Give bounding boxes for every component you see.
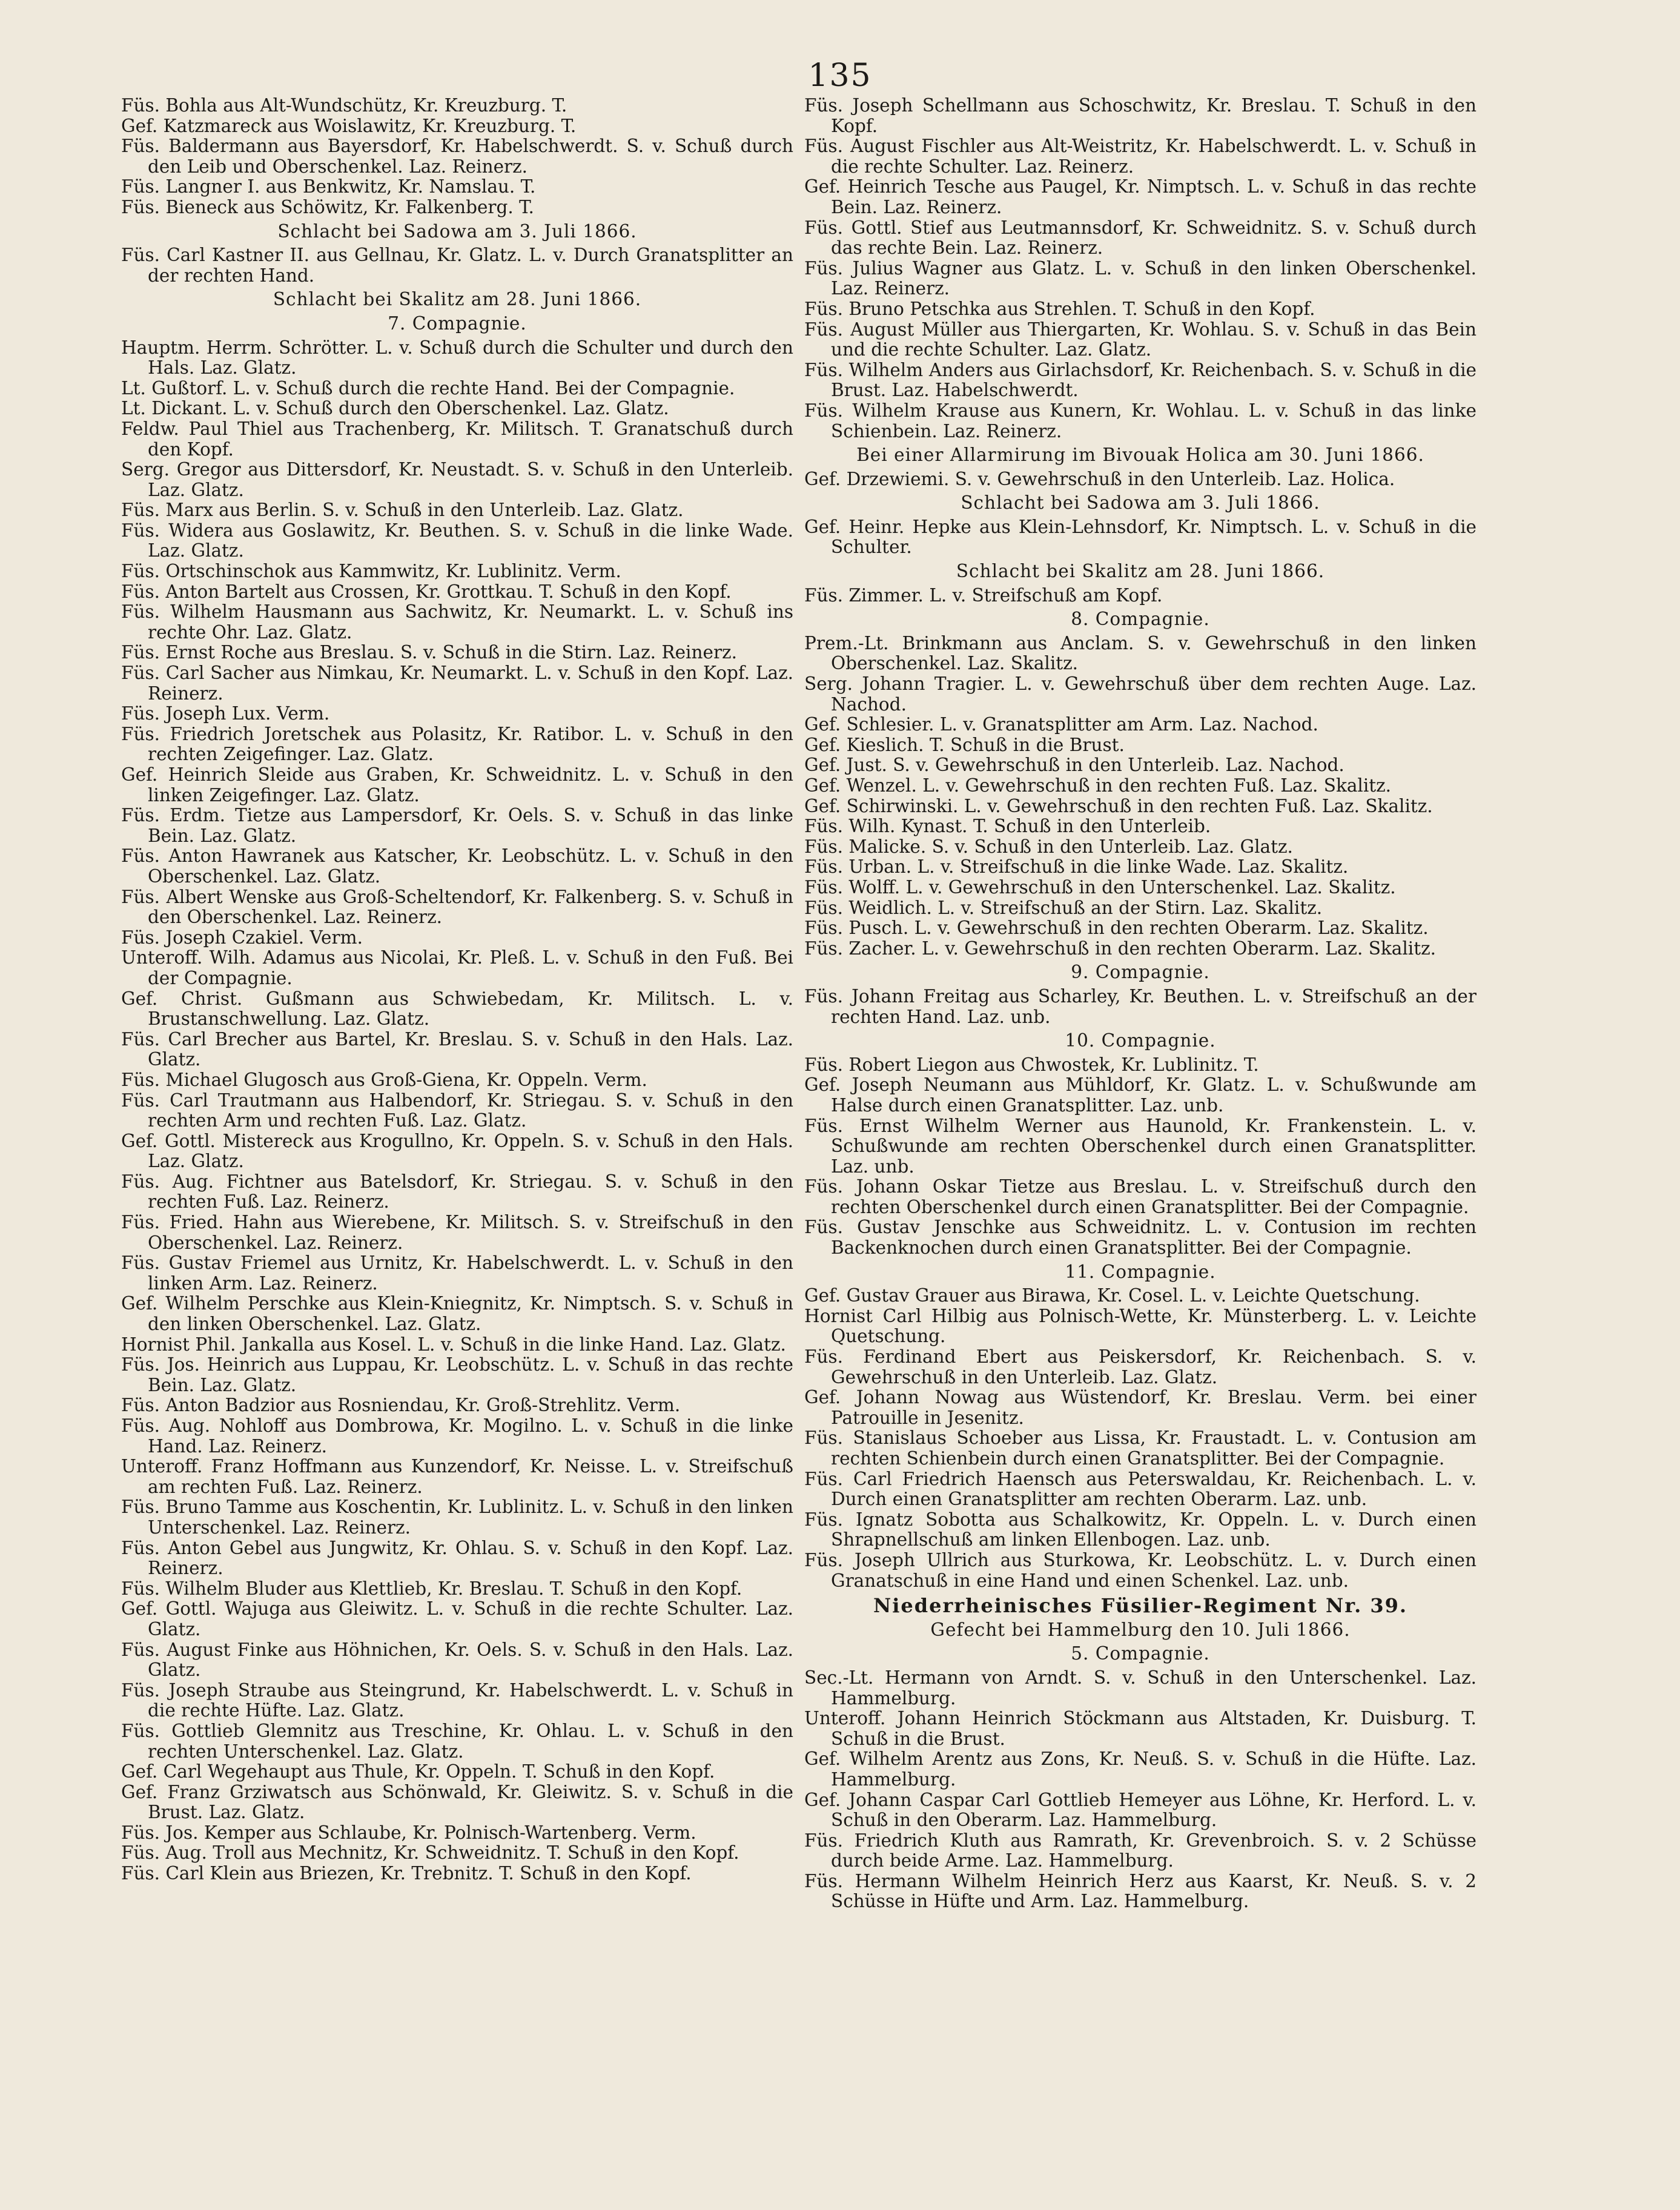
casualty-entry: Gef. Franz Grziwatsch aus Schönwald, Kr. Gleiwitz. S. v. Schuß in die Brust. Laz. Glatz. — [121, 1781, 793, 1823]
casualty-entry: Serg. Gregor aus Dittersdorf, Kr. Neustadt. S. v. Schuß in den Unterleib. Laz. Glatz. — [121, 459, 793, 500]
casualty-entry: Serg. Johann Tragier. L. v. Gewehrschuß über dem rechten Auge. Laz. Nachod. — [804, 673, 1477, 715]
casualty-entry: Lt. Gußtorf. L. v. Schuß durch die rechte Hand. Bei der Compagnie. — [121, 377, 735, 399]
casualty-entry: Gef. Gustav Grauer aus Birawa, Kr. Cosel. L. v. Leichte Quetschung. — [804, 1285, 1420, 1306]
casualty-entry: Gef. Christ. Gußmann aus Schwiebedam, Kr. Militsch. L. v. Brustanschwellung. Laz. Glatz. — [121, 988, 793, 1030]
casualty-entry: Gef. Kieslich. T. Schuß in die Brust. — [804, 734, 1125, 755]
casualty-entry: Unteroff. Wilh. Adamus aus Nicolai, Kr. Pleß. L. v. Schuß in den Fuß. Bei der Compagnie. — [121, 947, 793, 988]
casualty-entry: Gef. Wilhelm Arentz aus Zons, Kr. Neuß. S. v. Schuß in die Hüfte. Laz. Hammelburg. — [804, 1748, 1477, 1790]
casualty-entry: Füs. Jos. Kemper aus Schlaube, Kr. Polnisch-Wartenberg. Verm. — [121, 1822, 696, 1843]
casualty-entry: Füs. Urban. L. v. Streifschuß in die linke Wade. Laz. Skalitz. — [804, 856, 1349, 878]
section-heading: 8. Compagnie. — [1071, 609, 1210, 630]
casualty-entry: Füs. Langner I. aus Benkwitz, Kr. Namslau. T. — [121, 176, 536, 197]
casualty-entry: Lt. Dickant. L. v. Schuß durch den Oberschenkel. Laz. Glatz. — [121, 398, 669, 419]
casualty-entry: Füs. Aug. Fichtner aus Batelsdorf, Kr. Striegau. S. v. Schuß in den rechten Fuß. Laz. Reinerz. — [121, 1171, 793, 1213]
casualty-entry: Füs. Wilhelm Hausmann aus Sachwitz, Kr. Neumarkt. L. v. Schuß ins rechte Ohr. Laz. Glatz. — [121, 601, 793, 643]
casualty-entry: Füs. Gustav Friemel aus Urnitz, Kr. Habelschwerdt. L. v. Schuß in den linken Arm. Laz. Reinerz. — [121, 1252, 793, 1294]
casualty-entry: Füs. Joseph Czakiel. Verm. — [121, 927, 363, 948]
casualty-entry: Füs. Anton Badzior aus Rosniendau, Kr. Groß-Strehlitz. Verm. — [121, 1395, 681, 1416]
casualty-entry: Füs. Anton Gebel aus Jungwitz, Kr. Ohlau. S. v. Schuß in den Kopf. Laz. Reinerz. — [121, 1537, 793, 1579]
casualty-entry: Prem.-Lt. Brinkmann aus Anclam. S. v. Gewehrschuß in den linken Oberschenkel. Laz. Skalitz. — [804, 632, 1477, 674]
casualty-entry: Füs. Bohla aus Alt-Wundschütz, Kr. Kreuzburg. T. — [121, 95, 567, 116]
casualty-entry: Füs. Ignatz Sobotta aus Schalkowitz, Kr. Oppeln. L. v. Durch einen Shrapnellschuß am linken Ellenbogen. Laz. unb. — [804, 1509, 1477, 1550]
section-heading: 11. Compagnie. — [1065, 1261, 1216, 1282]
regiment-heading: Niederrheinisches Füsilier-Regiment Nr. 39. — [873, 1594, 1408, 1618]
casualty-entry: Füs. Baldermann aus Bayersdorf, Kr. Habelschwerdt. S. v. Schuß durch den Leib und Oberschenkel. Laz. Reinerz. — [121, 136, 793, 177]
casualty-entry: Gef. Wenzel. L. v. Gewehrschuß in den rechten Fuß. Laz. Skalitz. — [804, 775, 1392, 796]
casualty-entry: Füs. Gustav Jenschke aus Schweidnitz. L. v. Contusion im rechten Backenknochen durch einen Granatsplitter. Bei der Compagnie. — [804, 1217, 1477, 1259]
section-heading: Gefecht bei Hammelburg den 10. Juli 1866. — [930, 1619, 1351, 1640]
section-heading: Schlacht bei Sadowa am 3. Juli 1866. — [961, 492, 1320, 514]
casualty-entry: Gef. Just. S. v. Gewehrschuß in den Unterleib. Laz. Nachod. — [804, 755, 1344, 776]
casualty-entry: Unteroff. Johann Heinrich Stöckmann aus Altstaden, Kr. Duisburg. T. Schuß in die Brust. — [804, 1708, 1477, 1749]
casualty-entry: Gef. Gottl. Mistereck aus Krogullno, Kr. Oppeln. S. v. Schuß in den Hals. Laz. Glatz. — [121, 1130, 793, 1172]
casualty-entry: Füs. Zacher. L. v. Gewehrschuß in den rechten Oberarm. Laz. Skalitz. — [804, 938, 1437, 959]
section-heading: Schlacht bei Skalitz am 28. Juni 1866. — [273, 289, 642, 310]
casualty-entry: Füs. Ortschinschok aus Kammwitz, Kr. Lublinitz. Verm. — [121, 561, 621, 582]
casualty-entry: Füs. Ernst Roche aus Breslau. S. v. Schuß in die Stirn. Laz. Reinerz. — [121, 642, 737, 663]
casualty-entry: Füs. Ferdinand Ebert aus Peiskersdorf, Kr. Reichenbach. S. v. Gewehrschuß in den Unterleib. Laz. Glatz. — [804, 1346, 1477, 1388]
casualty-entry: Füs. Widera aus Goslawitz, Kr. Beuthen. S. v. Schuß in die linke Wade. Laz. Glatz. — [121, 520, 793, 561]
casualty-entry: Füs. Michael Glugosch aus Groß-Giena, Kr. Oppeln. Verm. — [121, 1069, 647, 1090]
casualty-entry: Gef. Johann Nowag aus Wüstendorf, Kr. Breslau. Verm. bei einer Patrouille in Jesenitz. — [804, 1387, 1477, 1428]
casualty-entry: Füs. Fried. Hahn aus Wierebene, Kr. Militsch. S. v. Streifschuß in den Oberschenkel. Laz. Reinerz. — [121, 1212, 793, 1253]
casualty-entry: Füs. Wilh. Kynast. T. Schuß in den Unterleib. — [804, 816, 1211, 837]
casualty-entry: Gef. Johann Caspar Carl Gottlieb Hemeyer aus Löhne, Kr. Herford. L. v. Schuß in den Oberarm. Laz. Hammelburg. — [804, 1789, 1477, 1831]
casualty-entry: Füs. Wilhelm Bluder aus Klettlieb, Kr. Breslau. T. Schuß in den Kopf. — [121, 1578, 742, 1599]
casualty-entry: Füs. Robert Liegon aus Chwostek, Kr. Lublinitz. T. — [804, 1054, 1259, 1075]
casualty-entry: Füs. Bruno Tamme aus Koschentin, Kr. Lublinitz. L. v. Schuß in den linken Unterschenkel. Laz. Reinerz. — [121, 1497, 793, 1538]
casualty-entry: Füs. Joseph Schellmann aus Schoschwitz, Kr. Breslau. T. Schuß in den Kopf. — [804, 95, 1477, 136]
casualty-entry: Gef. Katzmareck aus Woislawitz, Kr. Kreuzburg. T. — [121, 115, 577, 136]
casualty-entry: Füs. Anton Hawranek aus Katscher, Kr. Leobschütz. L. v. Schuß in den Oberschenkel. Laz. Glatz. — [121, 845, 793, 887]
section-heading: 7. Compagnie. — [388, 313, 527, 334]
section-heading: Schlacht bei Skalitz am 28. Juni 1866. — [956, 561, 1325, 582]
casualty-entry: Füs. Wolff. L. v. Gewehrschuß in den Unterschenkel. Laz. Skalitz. — [804, 876, 1396, 898]
casualty-entry: Gef. Joseph Neumann aus Mühldorf, Kr. Glatz. L. v. Schußwunde am Halse durch einen Granatsplitter. Laz. unb. — [804, 1074, 1477, 1116]
casualty-entry: Feldw. Paul Thiel aus Trachenberg, Kr. Militsch. T. Granatschuß durch den Kopf. — [121, 418, 793, 460]
casualty-entry: Füs. Carl Friedrich Haensch aus Peterswaldau, Kr. Reichenbach. L. v. Durch einen Granatsplitter am rechten Oberarm. Laz. unb. — [804, 1468, 1477, 1510]
section-heading: 10. Compagnie. — [1065, 1030, 1216, 1051]
casualty-entry: Gef. Heinr. Hepke aus Klein-Lehnsdorf, Kr. Nimptsch. L. v. Schuß in die Schulter. — [804, 516, 1477, 558]
right-column — [804, 96, 1477, 1912]
casualty-entry: Füs. Bieneck aus Schöwitz, Kr. Falkenberg. T. — [121, 196, 534, 217]
casualty-entry: Füs. Marx aus Berlin. S. v. Schuß in den Unterleib. Laz. Glatz. — [121, 500, 684, 521]
casualty-entry: Füs. August Finke aus Höhnichen, Kr. Oels. S. v. Schuß in den Hals. Laz. Glatz. — [121, 1639, 793, 1681]
casualty-entry: Füs. Anton Bartelt aus Crossen, Kr. Grottkau. T. Schuß in den Kopf. — [121, 581, 732, 602]
casualty-entry: Hauptm. Herrm. Schrötter. L. v. Schuß durch die Schulter und durch den Hals. Laz. Glatz. — [121, 337, 793, 379]
casualty-entry: Füs. Erdm. Tietze aus Lampersdorf, Kr. Oels. S. v. Schuß in das linke Bein. Laz. Glatz. — [121, 805, 793, 846]
section-heading: 9. Compagnie. — [1071, 962, 1210, 983]
casualty-entry: Gef. Gottl. Wajuga aus Gleiwitz. L. v. Schuß in die rechte Schulter. Laz. Glatz. — [121, 1598, 793, 1639]
casualty-entry: Füs. Friedrich Joretschek aus Polasitz, Kr. Ratibor. L. v. Schuß in den rechten Zeigefinger. Laz. Glatz. — [121, 723, 793, 765]
casualty-entry: Füs. Julius Wagner aus Glatz. L. v. Schuß in den linken Oberschenkel. Laz. Reinerz. — [804, 257, 1477, 299]
casualty-entry: Gef. Wilhelm Perschke aus Klein-Kniegnitz, Kr. Nimptsch. S. v. Schuß in den linken Oberschenkel. Laz. Glatz. — [121, 1293, 793, 1335]
casualty-entry: Gef. Heinrich Sleide aus Graben, Kr. Schweidnitz. L. v. Schuß in den linken Zeigefinger. Laz. Glatz. — [121, 764, 793, 806]
casualty-entry: Füs. Joseph Ullrich aus Sturkowa, Kr. Leobschütz. L. v. Durch einen Granatschuß in eine Hand und einen Schenkel. Laz. unb. — [804, 1549, 1477, 1591]
casualty-entry: Sec.-Lt. Hermann von Arndt. S. v. Schuß in den Unterschenkel. Laz. Hammelburg. — [804, 1667, 1477, 1709]
casualty-entry: Füs. Stanislaus Schoeber aus Lissa, Kr. Fraustadt. L. v. Contusion am rechten Schienbein durch einen Granatsplitter. Bei der Compagnie. — [804, 1428, 1477, 1469]
casualty-entry: Gef. Schlesier. L. v. Granatsplitter am Arm. Laz. Nachod. — [804, 714, 1318, 735]
casualty-entry: Füs. Joseph Straube aus Steingrund, Kr. Habelschwerdt. L. v. Schuß in die rechte Hüfte. Laz. Glatz. — [121, 1679, 793, 1721]
casualty-entry: Füs. Zimmer. L. v. Streifschuß am Kopf. — [804, 584, 1163, 606]
casualty-entry: Füs. Gottlieb Glemnitz aus Treschine, Kr. Ohlau. L. v. Schuß in den rechten Unterschenkel. Laz. Glatz. — [121, 1720, 793, 1762]
casualty-entry: Füs. Carl Trautmann aus Halbendorf, Kr. Striegau. S. v. Schuß in den rechten Arm und rechten Fuß. Laz. Glatz. — [121, 1090, 793, 1131]
section-heading: Bei einer Allarmirung im Bivouak Holica am 30. Juni 1866. — [856, 445, 1424, 466]
casualty-entry: Füs. Johann Oskar Tietze aus Breslau. L. v. Streifschuß durch den rechten Oberschenkel durch einen Granatsplitter. Bei der Compagnie. — [804, 1176, 1477, 1217]
casualty-entry: Füs. Carl Kastner II. aus Gellnau, Kr. Glatz. L. v. Durch Granatsplitter an der rechten Hand. — [121, 245, 793, 286]
casualty-entry: Hornist Carl Hilbig aus Polnisch-Wette, Kr. Münsterberg. L. v. Leichte Quetschung. — [804, 1305, 1477, 1347]
casualty-entry: Füs. Jos. Heinrich aus Luppau, Kr. Leobschütz. L. v. Schuß in das rechte Bein. Laz. Glatz. — [121, 1354, 793, 1395]
casualty-entry: Unteroff. Franz Hoffmann aus Kunzendorf, Kr. Neisse. L. v. Streifschuß am rechten Fuß. Laz. Reinerz. — [121, 1456, 793, 1497]
page-number: 135 — [808, 58, 872, 94]
casualty-entry: Gef. Schirwinski. L. v. Gewehrschuß in den rechten Fuß. Laz. Skalitz. — [804, 795, 1433, 816]
casualty-entry: Füs. Wilhelm Anders aus Girlachsdorf, Kr. Reichenbach. S. v. Schuß in die Brust. Laz. Habelschwerdt. — [804, 359, 1477, 401]
casualty-entry: Füs. August Müller aus Thiergarten, Kr. Wohlau. S. v. Schuß in das Bein und die rechte Schulter. Laz. Glatz. — [804, 319, 1477, 360]
section-heading: 5. Compagnie. — [1071, 1643, 1210, 1664]
casualty-entry: Hornist Phil. Jankalla aus Kosel. L. v. Schuß in die linke Hand. Laz. Glatz. — [121, 1334, 786, 1355]
casualty-entry: Füs. Albert Wenske aus Groß-Scheltendorf, Kr. Falkenberg. S. v. Schuß in den Oberschenkel. Laz. Reinerz. — [121, 886, 793, 928]
section-heading: Schlacht bei Sadowa am 3. Juli 1866. — [277, 220, 637, 242]
casualty-entry: Füs. Pusch. L. v. Gewehrschuß in den rechten Oberarm. Laz. Skalitz. — [804, 918, 1429, 939]
casualty-entry: Füs. Carl Klein aus Briezen, Kr. Trebnitz. T. Schuß in den Kopf. — [121, 1863, 692, 1884]
casualty-entry: Gef. Carl Wegehaupt aus Thule, Kr. Oppeln. T. Schuß in den Kopf. — [121, 1761, 715, 1782]
casualty-entry: Füs. Weidlich. L. v. Streifschuß an der Stirn. Laz. Skalitz. — [804, 897, 1323, 918]
casualty-entry: Füs. Hermann Wilhelm Heinrich Herz aus Kaarst, Kr. Neuß. S. v. 2 Schüsse in Hüfte und Arm. Laz. Hammelburg. — [804, 1870, 1477, 1912]
casualty-entry: Füs. Johann Freitag aus Scharley, Kr. Beuthen. L. v. Streifschuß an der rechten Hand. Laz. unb. — [804, 985, 1477, 1027]
casualty-entry: Füs. Friedrich Kluth aus Ramrath, Kr. Grevenbroich. S. v. 2 Schüsse durch beide Arme. Laz. Hammelburg. — [804, 1830, 1477, 1871]
casualty-entry: Füs. Joseph Lux. Verm. — [121, 703, 330, 724]
casualty-entry: Füs. Wilhelm Krause aus Kunern, Kr. Wohlau. L. v. Schuß in das linke Schienbein. Laz. Reinerz. — [804, 400, 1477, 442]
casualty-entry: Gef. Drzewiemi. S. v. Gewehrschuß in den Unterleib. Laz. Holica. — [804, 468, 1395, 489]
casualty-entry: Füs. Aug. Troll aus Mechnitz, Kr. Schweidnitz. T. Schuß in den Kopf. — [121, 1842, 739, 1864]
casualty-entry: Füs. Aug. Nohloff aus Dombrowa, Kr. Mogilno. L. v. Schuß in die linke Hand. Laz. Reinerz. — [121, 1415, 793, 1457]
casualty-entry: Füs. August Fischler aus Alt-Weistritz, Kr. Habelschwerdt. L. v. Schuß in die rechte Schulter. Laz. Reinerz. — [804, 136, 1477, 177]
casualty-entry: Füs. Malicke. S. v. Schuß in den Unterleib. Laz. Glatz. — [804, 836, 1293, 857]
casualty-entry: Füs. Carl Brecher aus Bartel, Kr. Breslau. S. v. Schuß in den Hals. Laz. Glatz. — [121, 1028, 793, 1070]
casualty-entry: Füs. Ernst Wilhelm Werner aus Haunold, Kr. Frankenstein. L. v. Schußwunde am rechten Oberschenkel durch einen Granatsplitter. Laz. unb. — [804, 1115, 1477, 1177]
casualty-entry: Füs. Bruno Petschka aus Strehlen. T. Schuß in den Kopf. — [804, 298, 1315, 319]
casualty-entry: Füs. Gottl. Stief aus Leutmannsdorf, Kr. Schweidnitz. S. v. Schuß durch das rechte Bein. Laz. Reinerz. — [804, 217, 1477, 259]
left-column — [121, 96, 793, 1884]
casualty-entry: Gef. Heinrich Tesche aus Paugel, Kr. Nimptsch. L. v. Schuß in das rechte Bein. Laz. Reinerz. — [804, 176, 1477, 217]
casualty-entry: Füs. Carl Sacher aus Nimkau, Kr. Neumarkt. L. v. Schuß in den Kopf. Laz. Reinerz. — [121, 663, 793, 704]
